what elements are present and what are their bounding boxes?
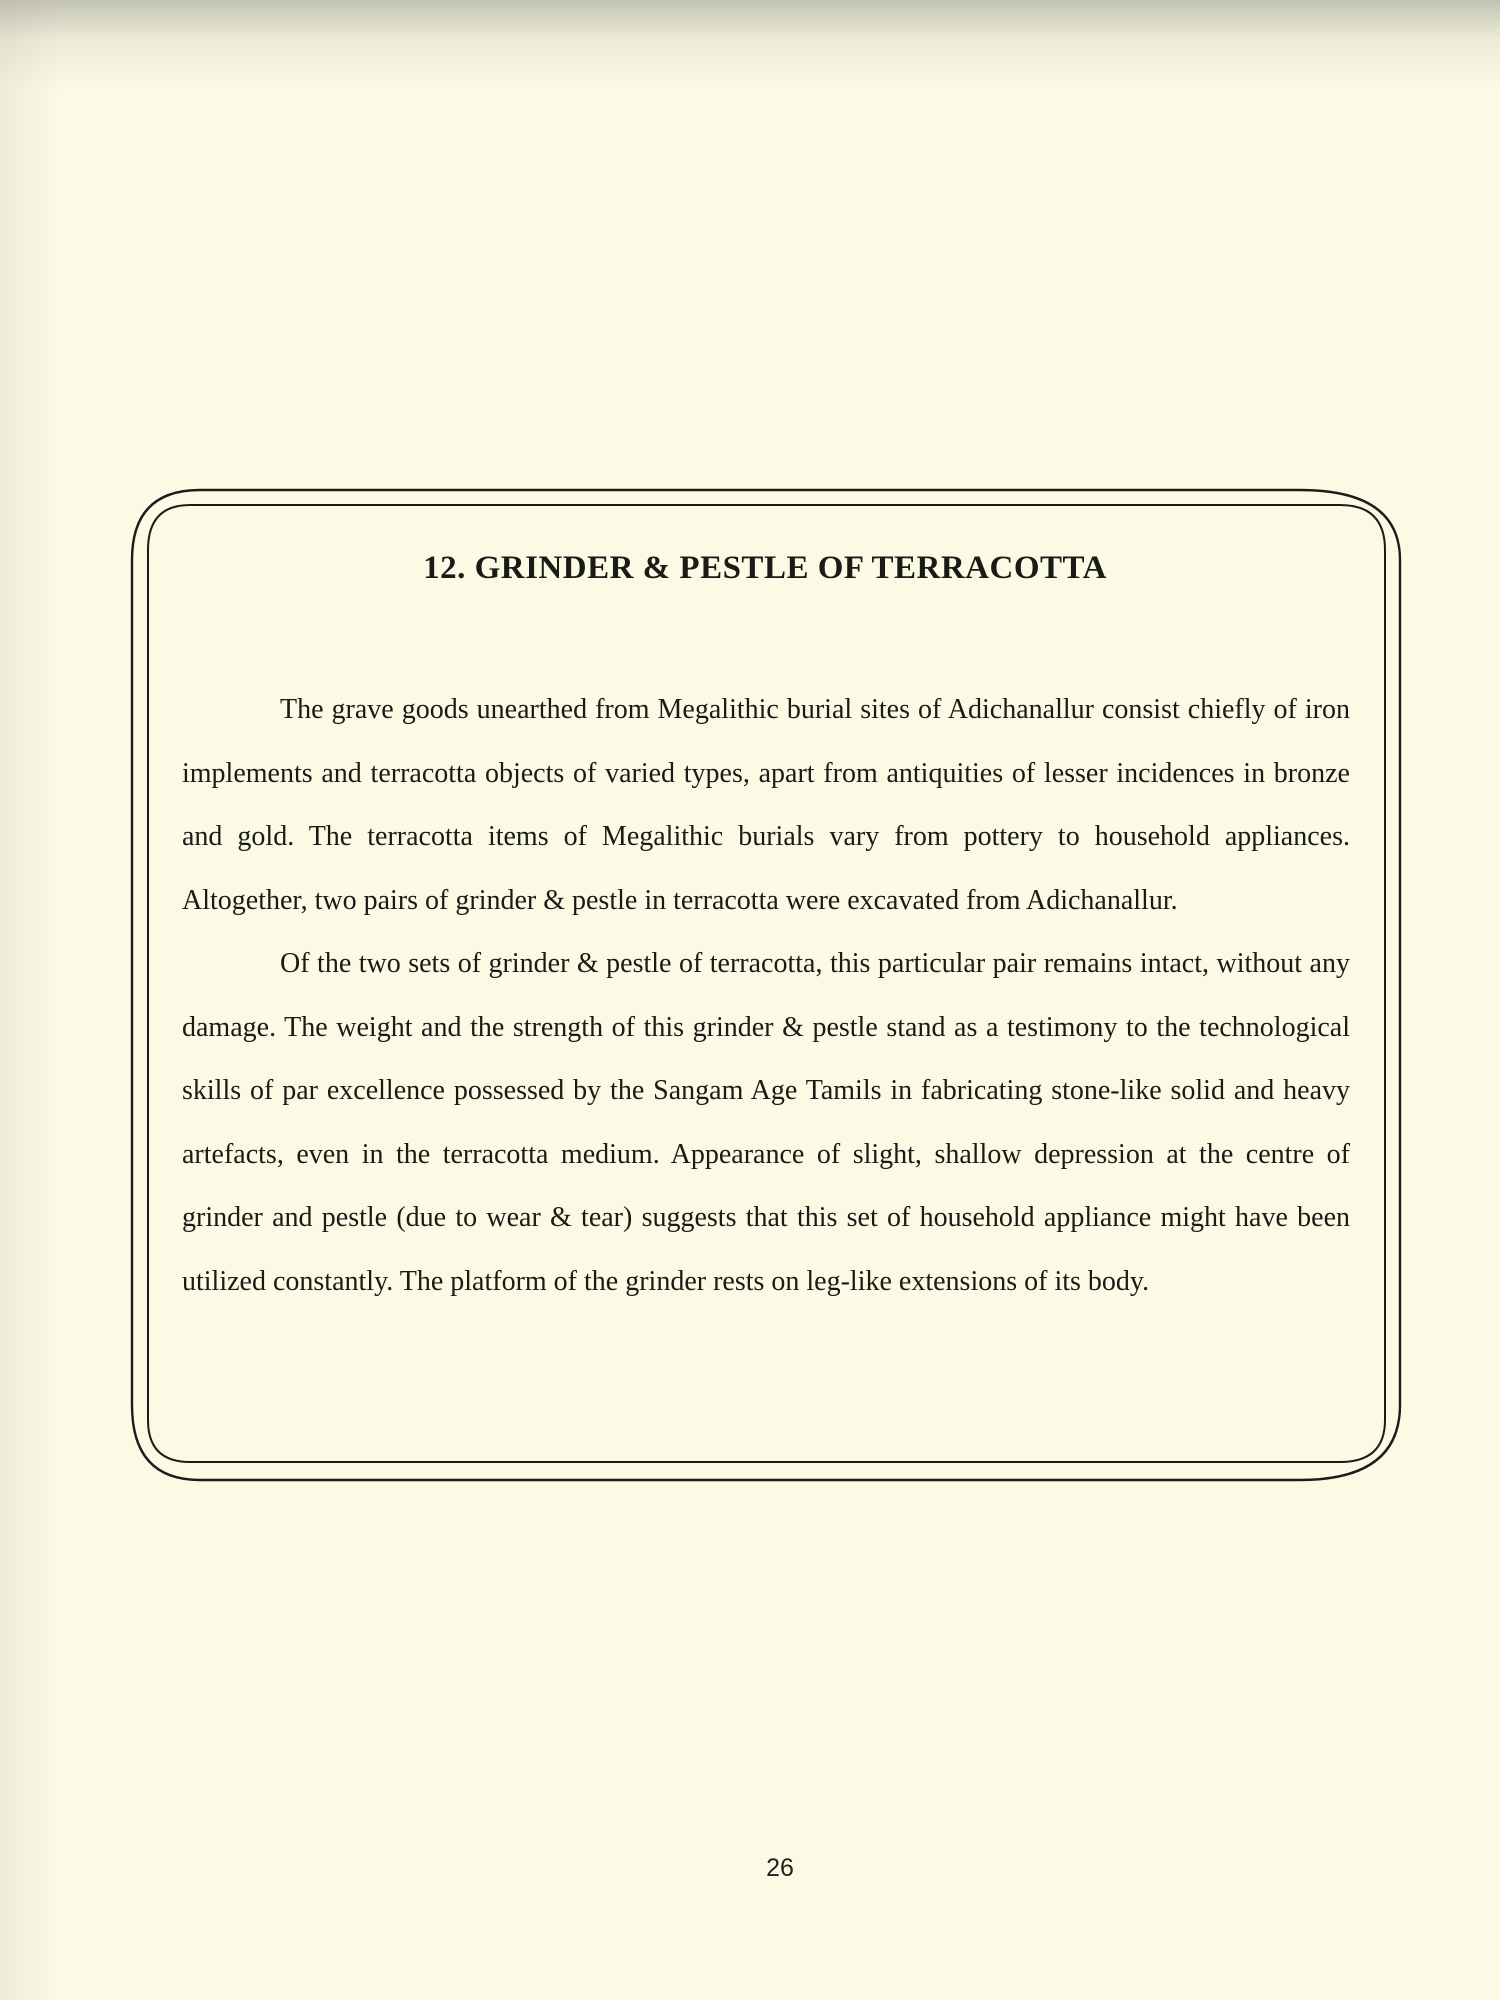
page-title: 12. GRINDER & PESTLE OF TERRACOTTA <box>423 550 1107 586</box>
paragraph-1: The grave goods unearthed from Megalithic burial sites of Adichanallur consist chiefly of iron implements and terracotta objects of varied types, apart from antiquities of lesser incidences in bronze and gold. The terracotta items of Megalithic burials vary from pottery to household appliances. Altogether, two pairs of grinder & pestle in terracotta were excavated from Adichanallur. <box>182 694 1350 916</box>
body-text <box>182 678 1350 1313</box>
page-number: 26 <box>766 1854 794 1882</box>
paragraph-2: Of the two sets of grinder & pestle of terracotta, this particular pair remains intact, without any damage. The weight and the strength of this grinder & pestle stand as a testimony to the technological skills of par excellence possessed by the Sangam Age Tamils in fabricating stone-like solid and heavy artefacts, even in the terracotta medium. Appearance of slight, shallow depression at the centre of grinder and pestle (due to wear & tear) suggests that this set of household appliance might have been utilized constantly. The platform of the grinder rests on leg-like extensions of its body. <box>182 948 1350 1297</box>
